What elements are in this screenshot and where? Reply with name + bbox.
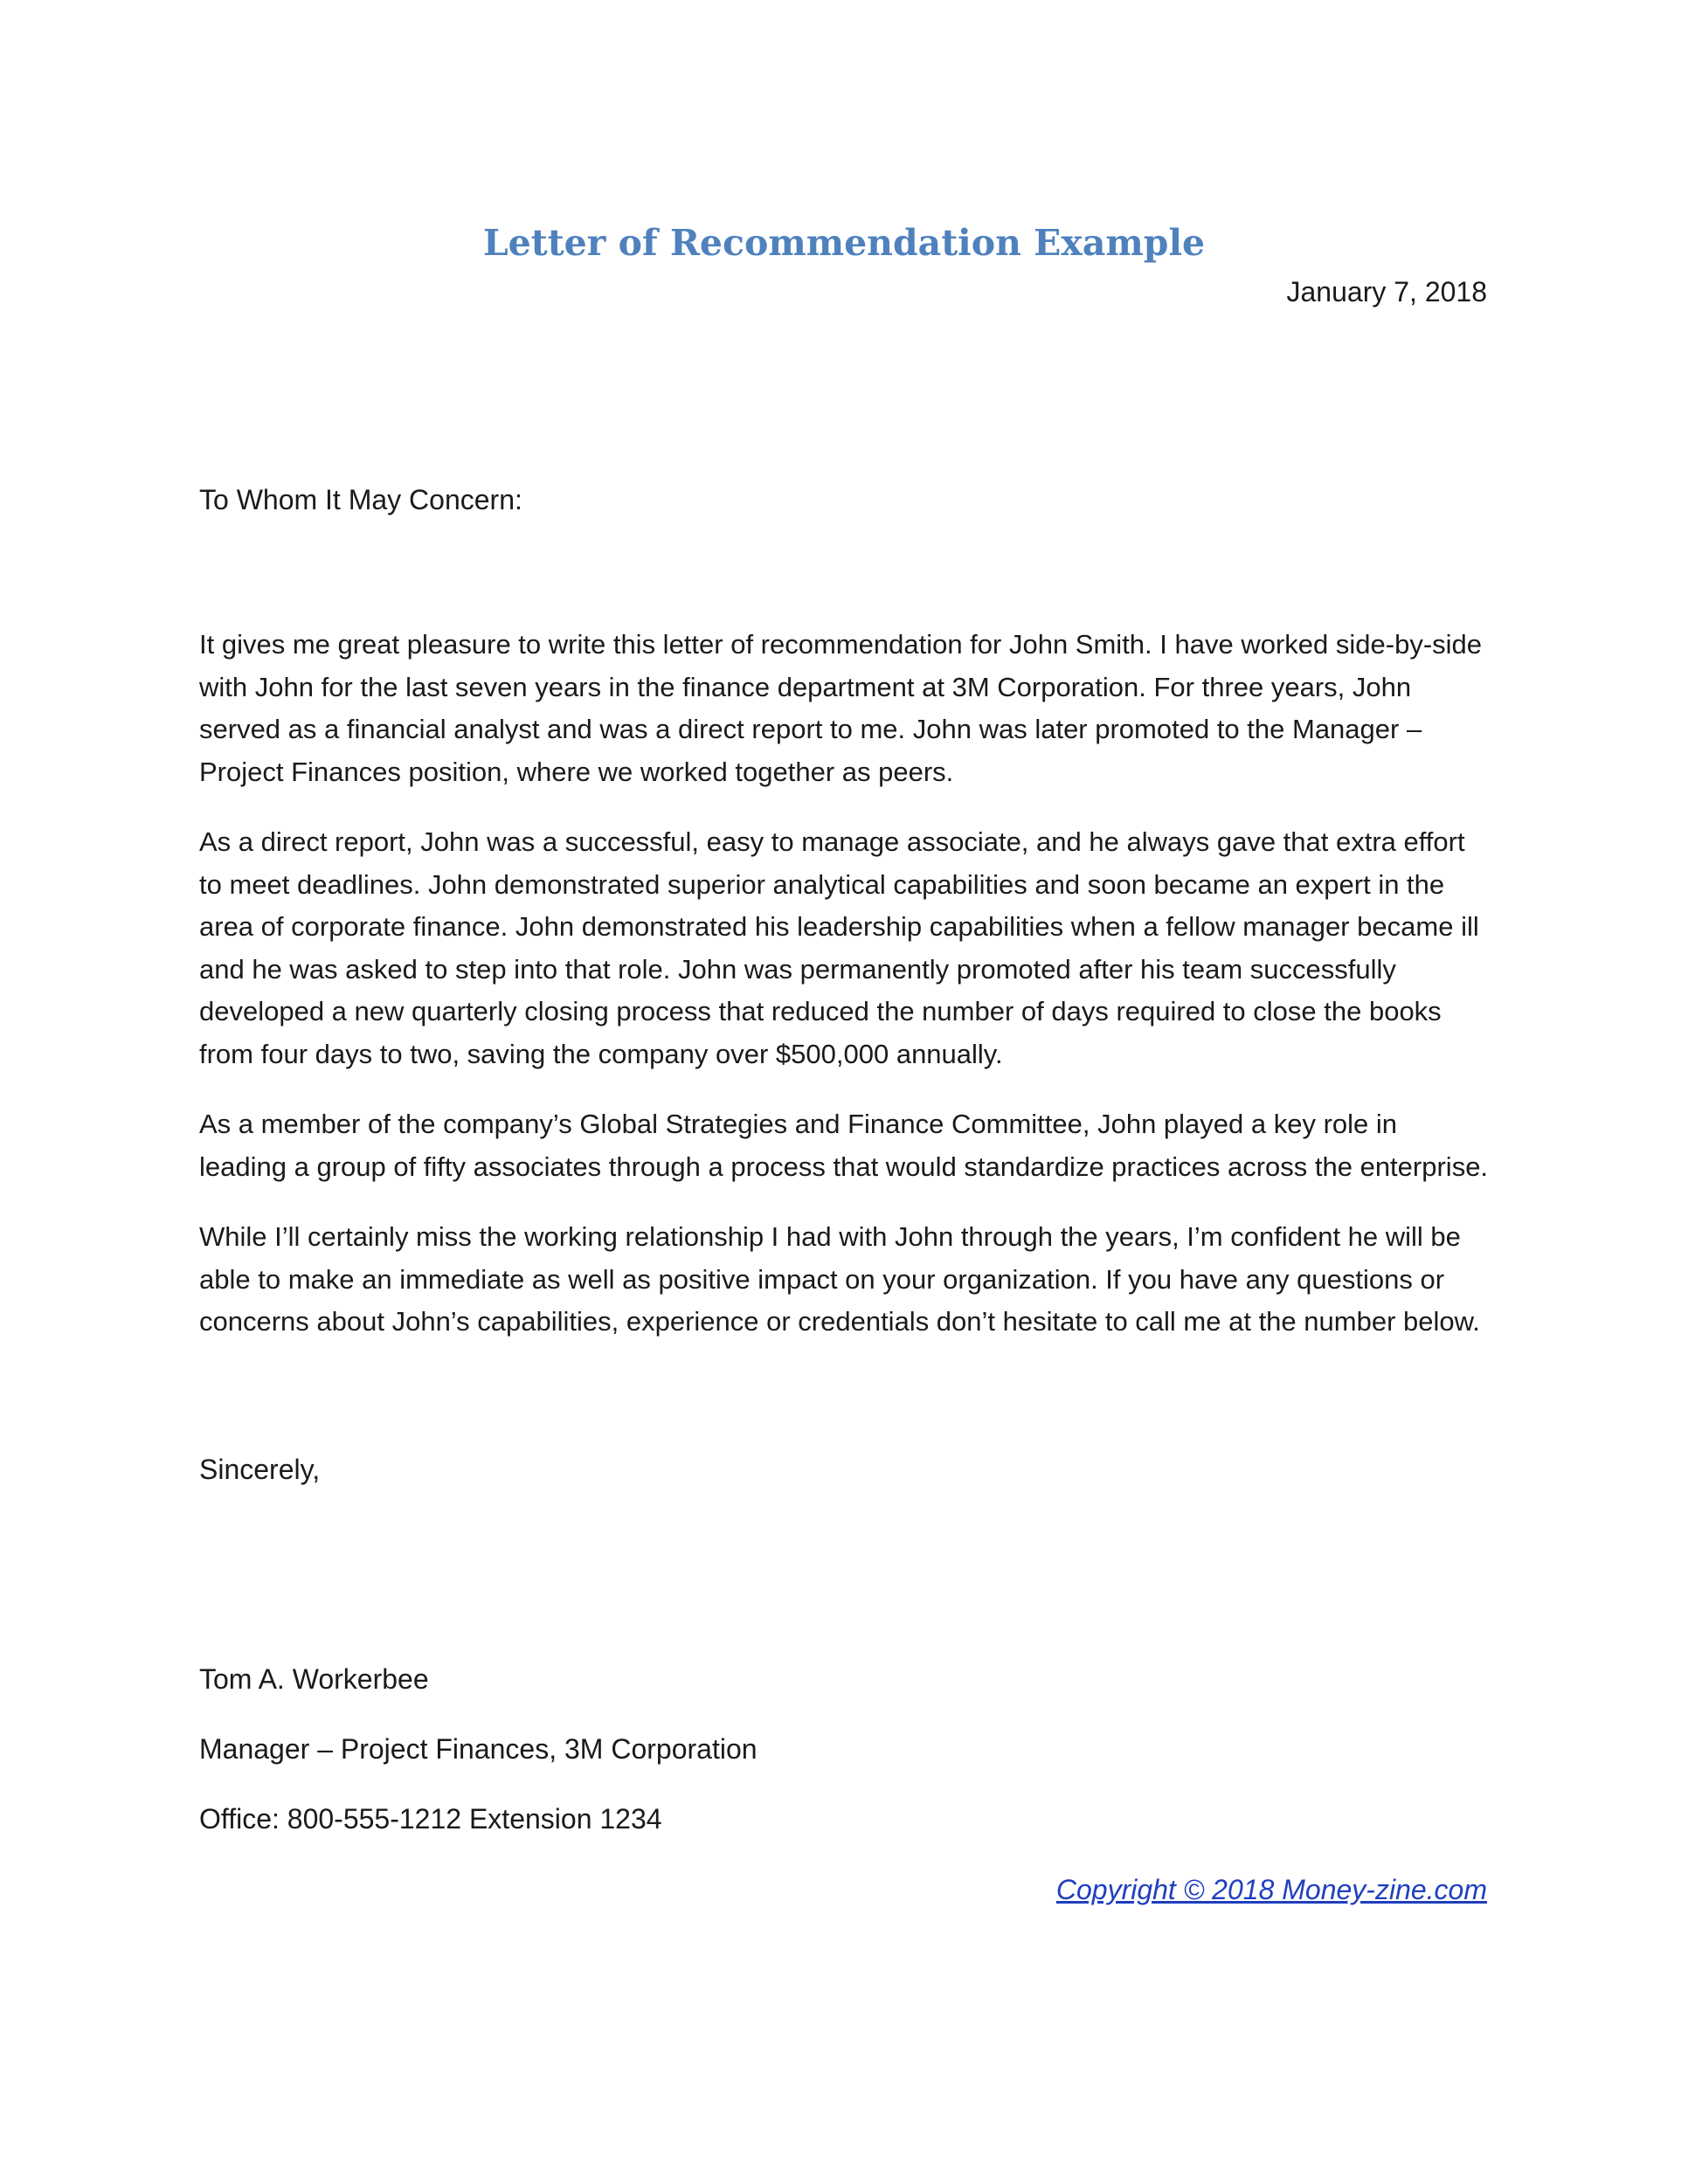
paragraph-direct-report: As a direct report, John was a successful, easy to manage associate, and he always gave that extra effort to meet deadlines. John demonstrated superior analytical capabilities and soon became an expert in the area of corporate finance. John demonstrated his leadership capabilities when a fellow manager became ill and he was asked to step into that role. John was permanently promoted after his team successfully developed a new quarterly closing process that reduced the number of days required to close the books from four days to two, saving the company over $500,000 annually. xyxy=(199,826,1479,1069)
copyright-link[interactable]: Copyright © 2018 Money-zine.com xyxy=(1055,1874,1487,1905)
closing: Sincerely, xyxy=(199,1454,321,1485)
signature-name: Tom A. Workerbee xyxy=(199,1663,429,1695)
letter-date: January 7, 2018 xyxy=(1286,276,1487,308)
document-title: Letter of Recommendation Example xyxy=(482,222,1206,264)
paragraph-intro: It gives me great pleasure to write this letter of recommendation for John Smith. I have worked side-by-side with John for the last seven years in the finance department at 3M Corporation. For three years, John served as a financial analyst and was a direct report to me. John was later promoted to the Manager – Project Finances position, where we worked together as peers. xyxy=(199,629,1483,787)
paragraph-closing-remarks: While I’ll certainly miss the working relationship I had with John through the years, I’m confident he will be able to make an immediate as well as positive impact on your organization. If you have any questions or concerns about John’s capabilities, experience or credentials don’t hesitate to call me at the number below. xyxy=(199,1221,1480,1337)
signature-phone: Office: 800-555-1212 Extension 1234 xyxy=(199,1803,662,1835)
signature-title: Manager – Project Finances, 3M Corporation xyxy=(199,1733,758,1765)
paragraph-committee: As a member of the company’s Global Strategies and Finance Committee, John played a key role in leading a group of fifty associates through a process that would standardize practices across the enterprise. xyxy=(199,1109,1489,1182)
letter-body xyxy=(199,624,1489,1372)
salutation: To Whom It May Concern: xyxy=(199,484,522,515)
